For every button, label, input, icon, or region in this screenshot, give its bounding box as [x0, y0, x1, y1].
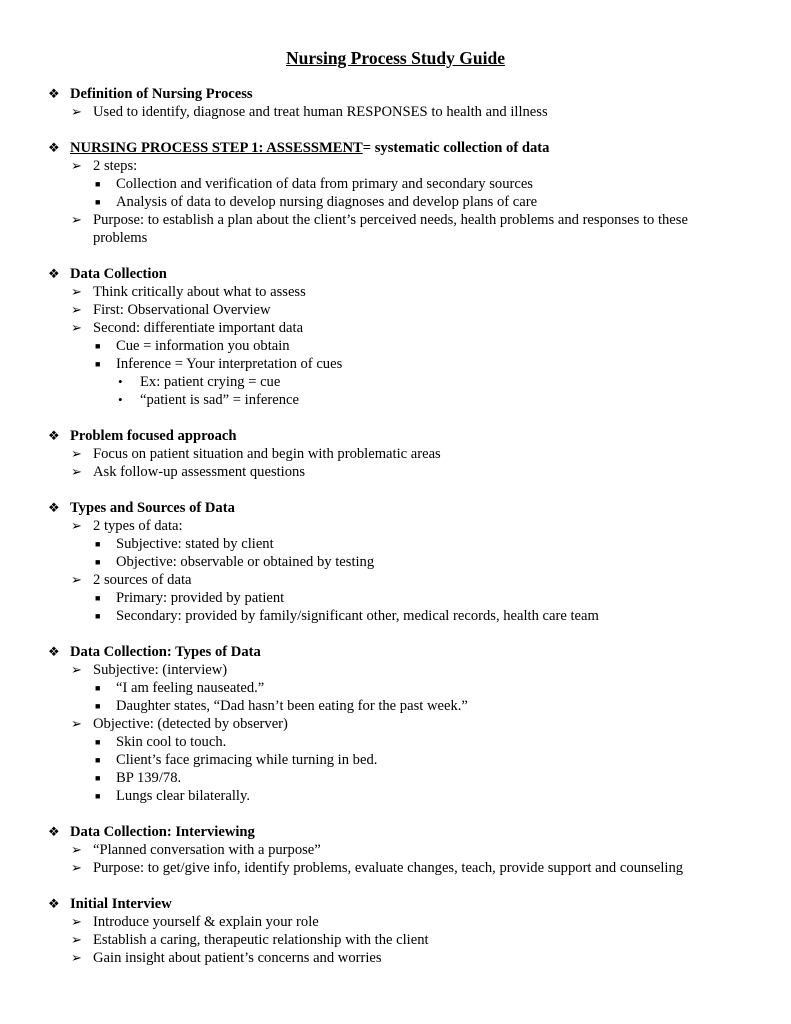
list-item-text: Inference = Your interpretation of cues [116, 356, 343, 372]
arrow-bullet-icon: ➢ [71, 446, 82, 461]
section [0, 499, 791, 625]
list-item-level-2 [0, 931, 743, 949]
diamond-bullet-icon: ❖ [48, 824, 60, 839]
section-heading-text: Initial Interview [70, 896, 172, 912]
square-bullet-icon: ■ [95, 539, 101, 549]
list-item-level-2 [0, 103, 743, 121]
section-heading-text: Types and Sources of Data [70, 500, 235, 516]
list-item-text: Ask follow-up assessment questions [93, 464, 306, 480]
square-bullet-icon: ■ [95, 593, 101, 603]
square-bullet-icon: ■ [95, 197, 101, 207]
list-item-level-3 [0, 751, 791, 769]
list-item-text: First: Observational Overview [93, 302, 271, 318]
section-heading [0, 499, 791, 517]
list-item-level-2 [0, 463, 743, 481]
list-item-level-3 [0, 787, 791, 805]
diamond-bullet-icon: ❖ [48, 644, 60, 659]
list-item-text: Secondary: provided by family/significant other, medical records, health care team [116, 608, 599, 624]
arrow-bullet-icon: ➢ [71, 320, 82, 335]
square-bullet-icon: ■ [95, 611, 101, 621]
square-bullet-icon: ■ [95, 773, 101, 783]
section-heading-text: Data Collection [70, 266, 167, 282]
list-item-text: “Planned conversation with a purpose” [93, 842, 321, 858]
arrow-bullet-icon: ➢ [71, 464, 82, 479]
list-item-level-2 [0, 301, 743, 319]
dot-bullet-icon: • [118, 392, 123, 407]
list-item-text: 2 steps: [93, 158, 138, 174]
arrow-bullet-icon: ➢ [71, 860, 82, 875]
list-item-level-3 [0, 535, 791, 553]
arrow-bullet-icon: ➢ [71, 932, 82, 947]
list-item-level-2 [0, 211, 743, 247]
list-item-level-3 [0, 769, 791, 787]
document-body [0, 85, 791, 985]
list-item-level-2 [0, 661, 743, 679]
list-item-text: Collection and verification of data from primary and secondary sources [116, 176, 533, 192]
dot-bullet-icon: • [118, 374, 123, 389]
list-item-level-3 [0, 337, 791, 355]
arrow-bullet-icon: ➢ [71, 842, 82, 857]
arrow-bullet-icon: ➢ [71, 302, 82, 317]
list-item-level-3 [0, 553, 791, 571]
list-item-text: Lungs clear bilaterally. [116, 788, 250, 804]
section-heading [0, 139, 791, 157]
arrow-bullet-icon: ➢ [71, 950, 82, 965]
page-title: Nursing Process Study Guide [286, 48, 505, 68]
section [0, 427, 791, 481]
square-bullet-icon: ■ [95, 737, 101, 747]
arrow-bullet-icon: ➢ [71, 104, 82, 119]
square-bullet-icon: ■ [95, 179, 101, 189]
section [0, 139, 791, 247]
list-item-text: Objective: observable or obtained by testing [116, 554, 375, 570]
diamond-bullet-icon: ❖ [48, 896, 60, 911]
list-item-text: Skin cool to touch. [116, 734, 227, 750]
list-item-text: Ex: patient crying = cue [140, 374, 281, 390]
square-bullet-icon: ■ [95, 341, 101, 351]
list-item-text: Second: differentiate important data [93, 320, 304, 336]
list-item-level-2 [0, 859, 743, 877]
section-heading-text: = systematic collection of data [362, 140, 550, 156]
section-heading-text: Data Collection: Interviewing [70, 824, 255, 840]
list-item-text: Objective: (detected by observer) [93, 716, 288, 732]
arrow-bullet-icon: ➢ [71, 572, 82, 587]
list-item-text: Introduce yourself & explain your role [93, 914, 319, 930]
list-item-level-2 [0, 319, 743, 337]
list-item-level-3 [0, 589, 791, 607]
diamond-bullet-icon: ❖ [48, 140, 60, 155]
list-item-text: Primary: provided by patient [116, 590, 285, 606]
square-bullet-icon: ■ [95, 791, 101, 801]
list-item-text: Purpose: to establish a plan about the client’s perceived needs, health problems and responses to these problems [93, 212, 688, 246]
section [0, 643, 791, 805]
list-item-level-2 [0, 841, 743, 859]
arrow-bullet-icon: ➢ [71, 518, 82, 533]
arrow-bullet-icon: ➢ [71, 716, 82, 731]
section [0, 265, 791, 409]
section-heading-underlined-text: NURSING PROCESS STEP 1: ASSESSMENT [70, 140, 363, 156]
section [0, 823, 791, 877]
diamond-bullet-icon: ❖ [48, 266, 60, 281]
list-item-text: Gain insight about patient’s concerns and worries [93, 950, 382, 966]
list-item-text: Client’s face grimacing while turning in bed. [116, 752, 378, 768]
diamond-bullet-icon: ❖ [48, 500, 60, 515]
diamond-bullet-icon: ❖ [48, 428, 60, 443]
list-item-text: Subjective: stated by client [116, 536, 274, 552]
arrow-bullet-icon: ➢ [71, 662, 82, 677]
square-bullet-icon: ■ [95, 557, 101, 567]
square-bullet-icon: ■ [95, 755, 101, 765]
list-item-level-3 [0, 697, 791, 715]
list-item-level-2 [0, 913, 743, 931]
list-item-text: “I am feeling nauseated.” [116, 680, 265, 696]
list-item-text: “patient is sad” = inference [140, 392, 299, 408]
list-item-level-3 [0, 355, 791, 373]
section-heading [0, 823, 791, 841]
list-item-text: BP 139/78. [116, 770, 182, 786]
list-item-text: Daughter states, “Dad hasn’t been eating for the past week.” [116, 698, 468, 714]
list-item-level-2 [0, 949, 743, 967]
list-item-text: 2 sources of data [93, 572, 192, 588]
list-item-level-3 [0, 607, 791, 625]
section-heading [0, 265, 791, 283]
list-item-text: Used to identify, diagnose and treat human RESPONSES to health and illness [93, 104, 548, 120]
list-item-level-3 [0, 733, 791, 751]
list-item-level-4 [0, 373, 791, 391]
list-item-text: Subjective: (interview) [93, 662, 228, 678]
list-item-text: Analysis of data to develop nursing diagnoses and develop plans of care [116, 194, 538, 210]
arrow-bullet-icon: ➢ [71, 914, 82, 929]
section-heading [0, 895, 791, 913]
list-item-level-3 [0, 193, 791, 211]
list-item-level-2 [0, 445, 743, 463]
arrow-bullet-icon: ➢ [71, 158, 82, 173]
section-heading [0, 427, 791, 445]
list-item-level-2 [0, 283, 743, 301]
diamond-bullet-icon: ❖ [48, 86, 60, 101]
section-heading-text: Definition of Nursing Process [70, 86, 253, 102]
arrow-bullet-icon: ➢ [71, 212, 82, 227]
square-bullet-icon: ■ [95, 701, 101, 711]
section-heading-text: Problem focused approach [70, 428, 237, 444]
list-item-level-4 [0, 391, 791, 409]
square-bullet-icon: ■ [95, 683, 101, 693]
section [0, 85, 791, 121]
square-bullet-icon: ■ [95, 359, 101, 369]
list-item-level-2 [0, 157, 743, 175]
list-item-level-3 [0, 175, 791, 193]
list-item-level-2 [0, 715, 743, 733]
list-item-text: Purpose: to get/give info, identify problems, evaluate changes, teach, provide support and counseling [93, 860, 684, 876]
section-heading [0, 643, 791, 661]
list-item-level-3 [0, 679, 791, 697]
list-item-text: Think critically about what to assess [93, 284, 306, 300]
list-item-text: 2 types of data: [93, 518, 183, 534]
section-heading-text: Data Collection: Types of Data [70, 644, 261, 660]
arrow-bullet-icon: ➢ [71, 284, 82, 299]
list-item-level-2 [0, 517, 743, 535]
section-heading [0, 85, 791, 103]
list-item-text: Establish a caring, therapeutic relationship with the client [93, 932, 429, 948]
list-item-text: Cue = information you obtain [116, 338, 290, 354]
list-item-text: Focus on patient situation and begin with problematic areas [93, 446, 441, 462]
list-item-level-2 [0, 571, 743, 589]
section [0, 895, 791, 967]
